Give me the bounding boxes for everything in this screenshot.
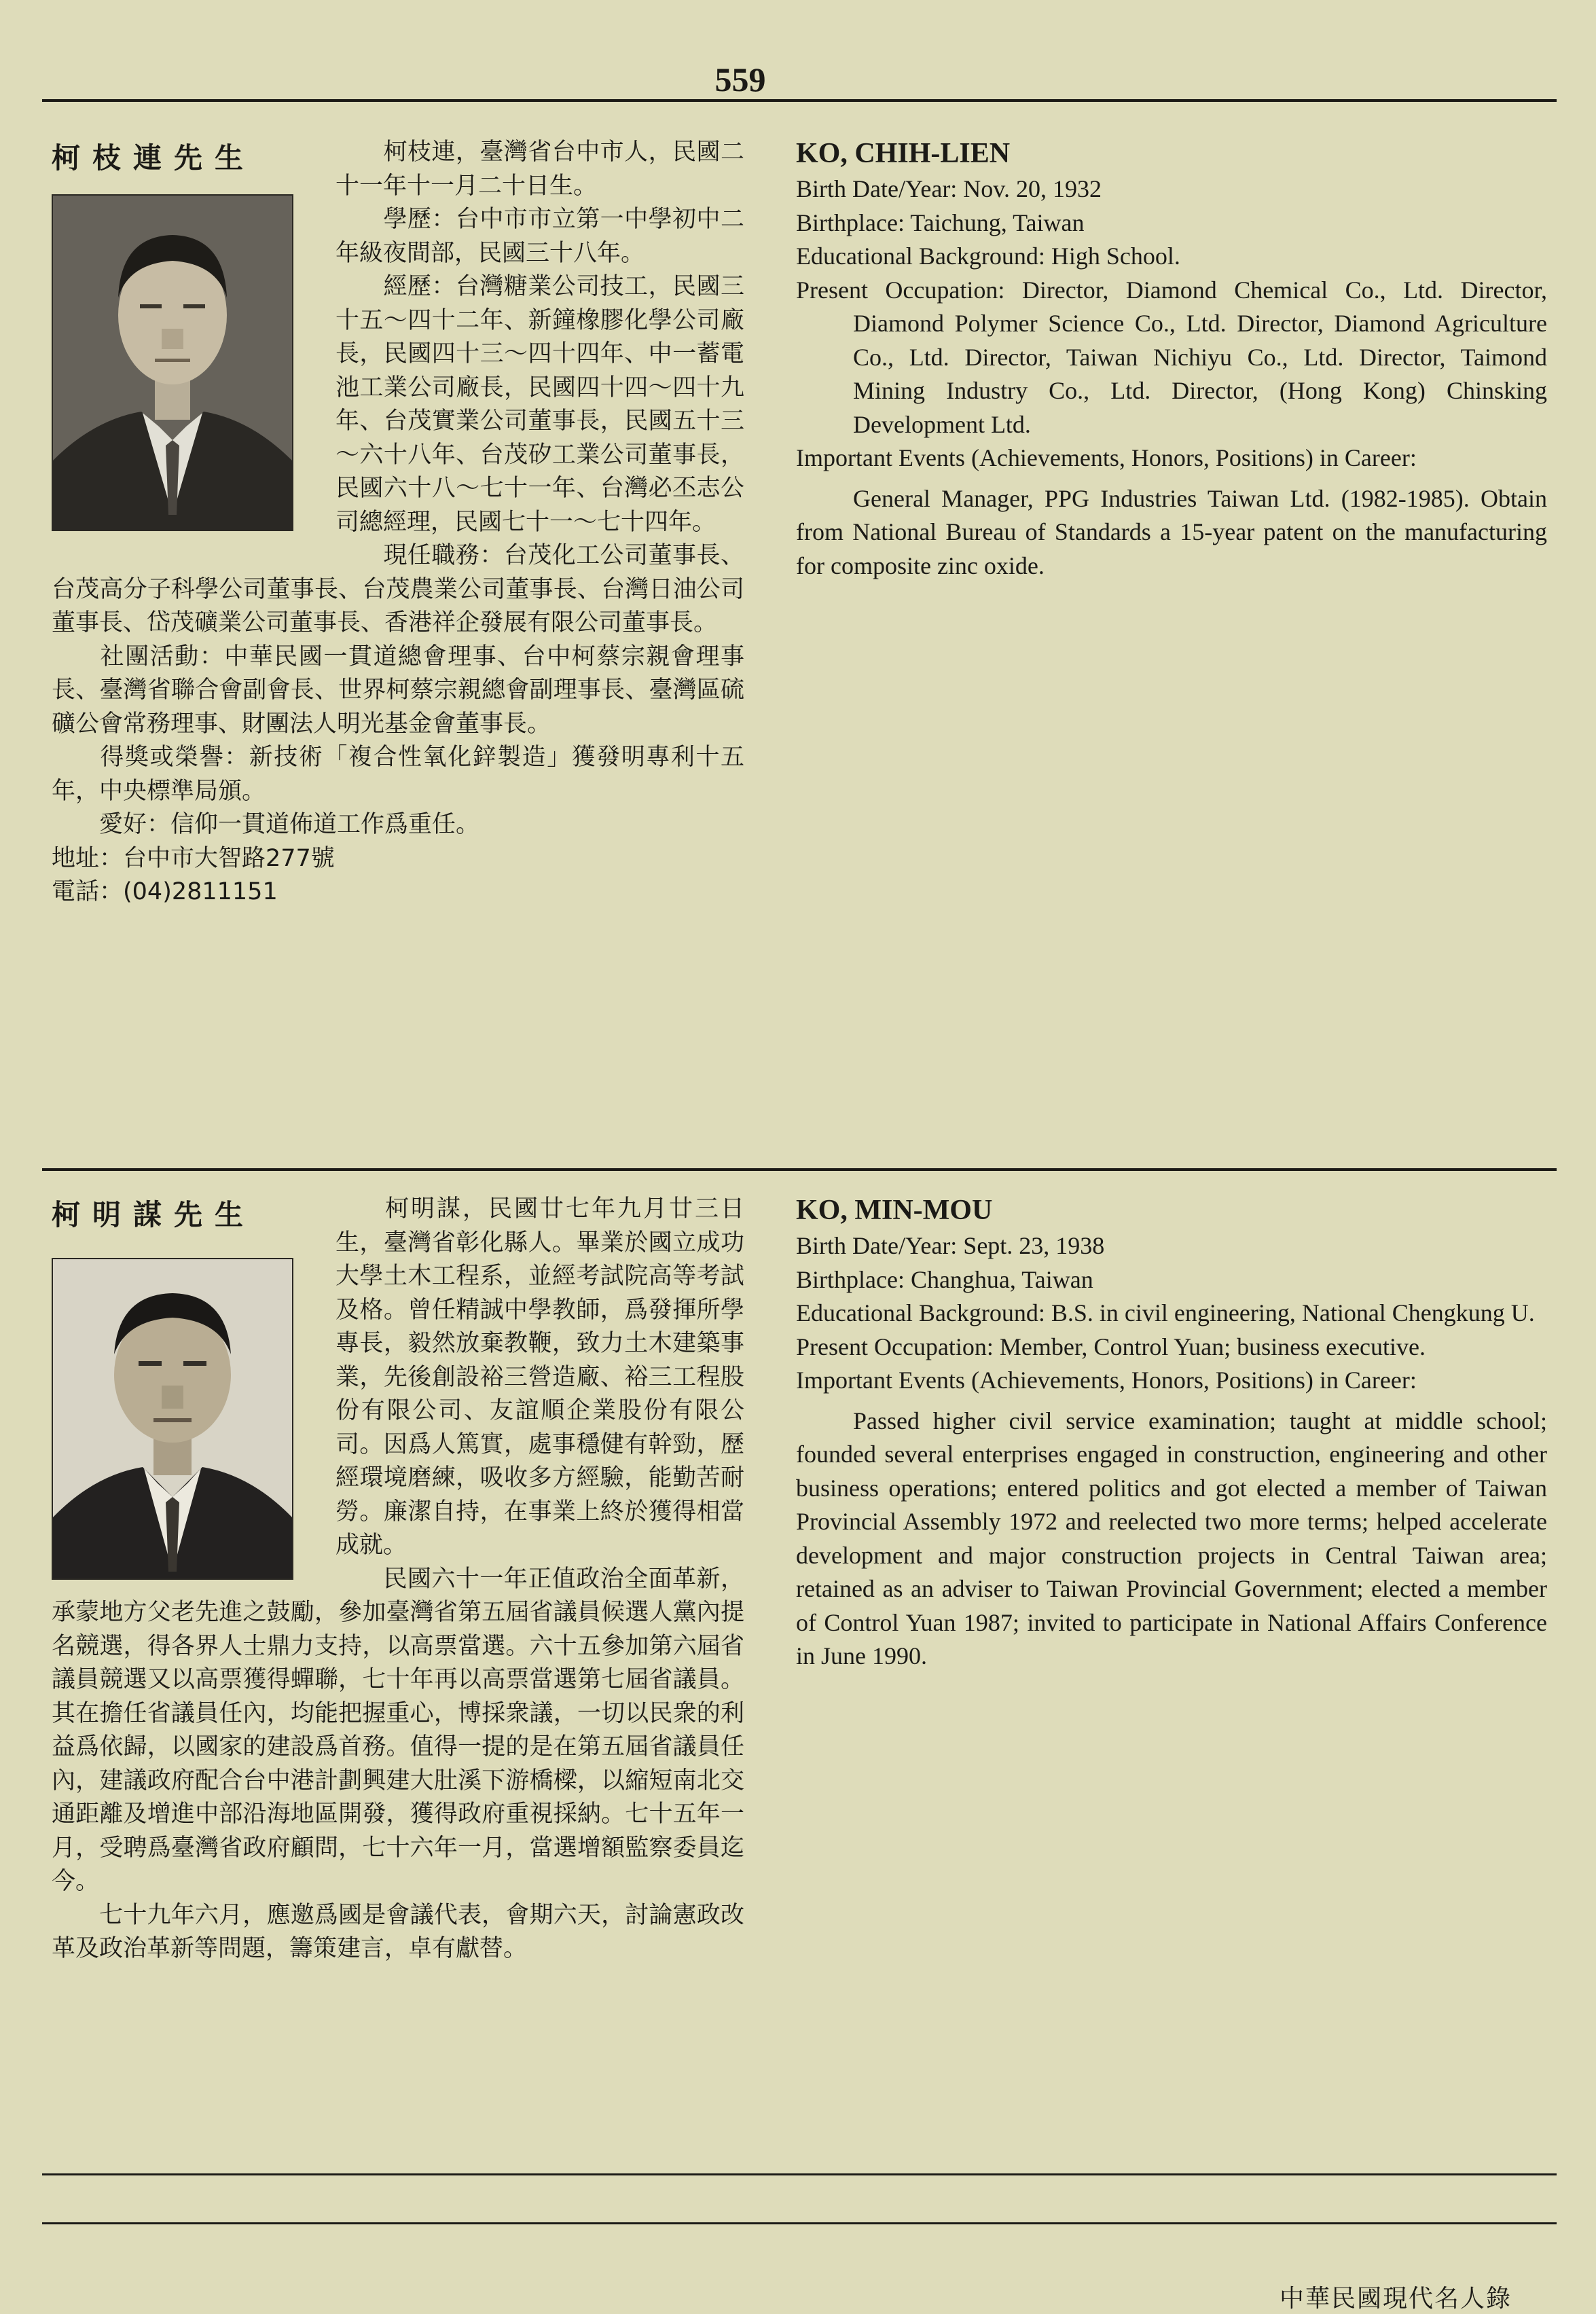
en-name: KO, MIN-MOU [796,1195,993,1226]
en-field: Birthplace: Changhua, Taiwan [796,1265,1093,1293]
en-body: General Manager, PPG Industries Taiwan Ltd. (1982-1985). Obtain from National Bureau of Standards a 15-year patent on the manufacturing for composite zinc oxide. [796,484,1547,579]
cn-paragraph: 柯明謀，民國廿七年九月廿三日生，臺灣省彰化縣人。畢業於國立成功大學土木工程系，並經考試院高等考試及格。曾任精誠中學教師，爲發揮所學專長，毅然放棄教鞭，致力土木建築事業，先後創設裕三營造廠、裕三工程股份有限公司、友誼順企業股份有限公司。因爲人篤實，處事穩健有幹勁，歷經環境磨練，吸收多方經驗，能勤苦耐勞。廉潔自持，在事業上終於獲得相當成就。 [335,1195,744,1559]
en-name: KO, CHIH-LIEN [796,138,1011,169]
en-field: Present Occupation: Member, Control Yuan; business executive. [796,1333,1426,1360]
address: 地址：台中市大智路277號 [52,844,335,872]
en-field: Birthplace: Taichung, Taiwan [796,209,1085,236]
cn-name-title: 柯枝連先生 [52,141,256,175]
en-biography [796,136,1547,583]
en-field: Present Occupation: Director, Diamond Chemical Co., Ltd. Director, Diamond Polymer Science Co., Ltd. Director, Diamond Agriculture Co., Ltd. Director, Taiwan Nichiyu Co., Ltd. Director, Taimond Mining Industry Co., Ltd. Director, (Hong Kong) Chinsking Development Ltd. [796,276,1547,438]
entry-ko-chih-lien [42,136,1557,1141]
cn-paragraph: 社團活動：中華民國一貫道總會理事、台中柯蔡宗親會理事長、臺灣省聯合會副會長、世界柯蔡宗親總會副理事長、臺灣區硫礦公會常務理事、財團法人明光基金會董事長。 [52,643,744,738]
phone: 電話：(04)2811151 [52,878,278,905]
footer-book-title: 中華民國現代名人錄 [1279,2285,1512,2313]
en-field: Educational Background: B.S. in civil engineering, National Chengkung U. [796,1299,1535,1326]
en-field: Educational Background: High School. [796,242,1180,270]
cn-paragraph: 得獎或榮譽：新技術「複合性氧化鋅製造」獲發明專利十五年，中央標準局頒。 [52,744,744,805]
middle-rule [42,1168,1557,1171]
bottom-rule [42,2173,1557,2175]
cn-paragraph: 民國六十一年正值政治全面革新，承蒙地方父老先進之鼓勵，參加臺灣省第五屆省議員候選人黨內提名競選，得各界人士鼎力支持，以高票當選。六十五參加第六屆省議員競選又以高票獲得蟬聯，七十年再以高票當選第七屆省議員。其在擔任省議員任內，均能把握重心，博採衆議，一切以民衆的利益爲依歸，以國家的建設爲首務。值得一提的是在第五屆省議員任內，建議政府配合台中港計劃興建大肚溪下游橋樑，以縮短南北交通距離及增進中部沿海地區開發，獲得政府重視採納。七十五年一月，受聘爲臺灣省政府顧問，七十六年一月，當選增額監察委員迄今。 [52,1565,744,1895]
cn-paragraph: 學歷：台中市市立第一中學初中二年級夜間部，民國三十八年。 [335,206,744,267]
cn-paragraph: 柯枝連，臺灣省台中市人，民國二十一年十一月二十日生。 [335,139,744,200]
en-field: Important Events (Achievements, Honors, Positions) in Career: [796,444,1417,471]
cn-biography [52,136,744,909]
cn-paragraph: 愛好：信仰一貫道佈道工作爲重任。 [99,811,480,838]
footer-rule [42,2222,1557,2224]
page-number: 559 [714,60,766,98]
cn-paragraph: 經歷：台灣糖業公司技工，民國三十五～四十二年、新鐘橡膠化學公司廠長，民國四十三～四十四年、中一蓄電池工業公司廠長，民國四十四～四十九年、台茂實業公司董事長，民國五十三～六十八年、台茂矽工業公司董事長，民國六十八～七十一年、台灣必丕志公司總經理，民國七十一～七十四年。 [335,273,744,536]
en-field: Birth Date/Year: Sept. 23, 1938 [796,1232,1105,1259]
en-field: Important Events (Achievements, Honors, Positions) in Career: [796,1367,1417,1394]
cn-paragraph: 七十九年六月，應邀爲國是會議代表，會期六天，討論憲政改革及政治革新等問題，籌策建言，卓有獻替。 [52,1901,744,1962]
cn-biography [52,1193,744,1966]
top-rule [42,99,1557,102]
cn-paragraph: 現任職務：台茂化工公司董事長、台茂高分子科學公司董事長、台茂農業公司董事長、台灣日油公司董事長、岱茂礦業公司董事長、香港祥企發展有限公司董事長。 [52,542,744,636]
en-body: Passed higher civil service examination; taught at middle school; founded several enterprises engaged in construction, engineering and other business operations; entered politics and got elected a member of Taiwan Provincial Assembly 1972 and reelected two more terms; helped accelerate development and major construction projects in Central Taiwan area; retained as an adviser to Taiwan Provincial Government; elected a member of Control Yuan 1987; invited to participate in National Affairs Conference in June 1990. [796,1407,1547,1669]
en-field: Birth Date/Year: Nov. 20, 1932 [796,175,1102,202]
en-biography [796,1193,1547,1674]
cn-name-title: 柯明謀先生 [52,1198,256,1231]
entry-ko-min-mou [42,1193,1557,2130]
